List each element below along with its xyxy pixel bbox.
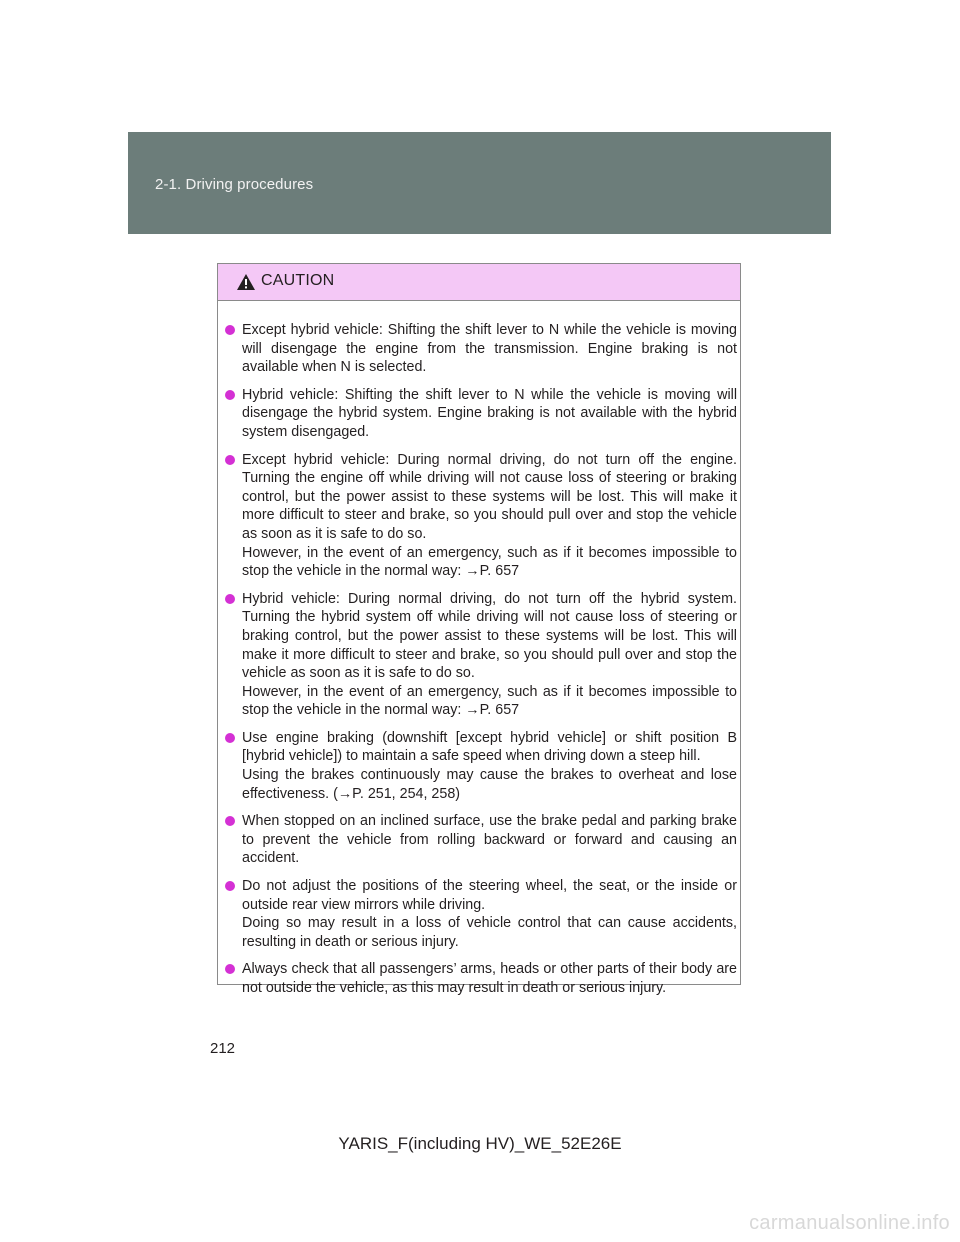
caution-text: Do not adjust the positions of the steering wheel, the seat, or the inside or outside rear view mirrors while driving. <box>242 878 737 913</box>
caution-item <box>224 451 737 581</box>
page-number: 212 <box>210 1040 236 1057</box>
bullet-icon <box>225 733 235 743</box>
caution-header <box>218 264 740 301</box>
warning-triangle-icon <box>236 273 256 291</box>
watermark: carmanualsonline.info <box>749 1212 950 1234</box>
caution-text: Except hybrid vehicle: During normal driving, do not turn off the engine. Turning the engine off while driving will not cause loss of steering or braking control, but the power assist to these systems will be lost. This will make it more difficult to steer and brake, so you should pull over and stop the vehicle as soon as it is safe to do so. <box>242 451 737 542</box>
bullet-icon <box>225 390 235 400</box>
caution-list <box>218 301 740 998</box>
caution-text: Using the brakes continuously may cause the brakes to overheat and lose effectiveness. (→P. 251, 254, 258) <box>242 767 737 802</box>
section-title: 2-1. Driving procedures <box>155 176 314 193</box>
caution-text: However, in the event of an emergency, such as if it becomes impossible to stop the vehicle in the normal way: →P. 657 <box>242 683 737 719</box>
bullet-icon <box>225 455 235 465</box>
bullet-icon <box>225 881 235 891</box>
caution-item <box>224 386 737 442</box>
caution-text: Except hybrid vehicle: Shifting the shift lever to N while the vehicle is moving will disengage the engine from the transmission. Engine braking is not available when N is selected. <box>242 322 737 376</box>
caution-title: CAUTION <box>261 272 335 289</box>
caution-item <box>224 729 737 803</box>
caution-text: Use engine braking (downshift [except hybrid vehicle] or shift position B [hybrid vehicle]) to maintain a safe speed when driving down a steep hill. <box>242 729 737 765</box>
caution-text: When stopped on an inclined surface, use the brake pedal and parking brake to prevent the vehicle from rolling backward or forward and causing an accident. <box>242 813 737 867</box>
bullet-icon <box>225 594 235 604</box>
bullet-icon <box>225 964 235 974</box>
document-code: YARIS_F(including HV)_WE_52E26E <box>338 1134 622 1153</box>
caution-item <box>224 812 737 868</box>
caution-text: Always check that all passengers’ arms, heads or other parts of their body are not outside the vehicle, as this may result in death or serious injury. <box>242 961 737 996</box>
caution-item <box>224 877 737 951</box>
caution-text: Doing so may result in a loss of vehicle control that can cause accidents, resulting in death or serious injury. <box>242 915 737 950</box>
bullet-icon <box>225 325 235 335</box>
section-header-band <box>128 132 831 234</box>
caution-text: Hybrid vehicle: During normal driving, do not turn off the hybrid system. Turning the hybrid system off while driving will not cause loss of steering or braking control, but the power assist to these systems will be lost. This will make it more difficult to steer and brake, so you should pull over and stop the vehicle as soon as it is safe to do so. <box>242 590 737 682</box>
caution-item <box>224 960 737 997</box>
caution-item <box>224 590 737 720</box>
caution-item <box>224 321 737 377</box>
caution-text: However, in the event of an emergency, such as if it becomes impossible to stop the vehicle in the normal way: →P. 657 <box>242 544 737 580</box>
caution-box <box>217 263 741 996</box>
caution-text: Hybrid vehicle: Shifting the shift lever to N while the vehicle is moving will disengage the hybrid system. Engine braking is not available with the hybrid system disengaged. <box>242 386 737 440</box>
bullet-icon <box>225 816 235 826</box>
